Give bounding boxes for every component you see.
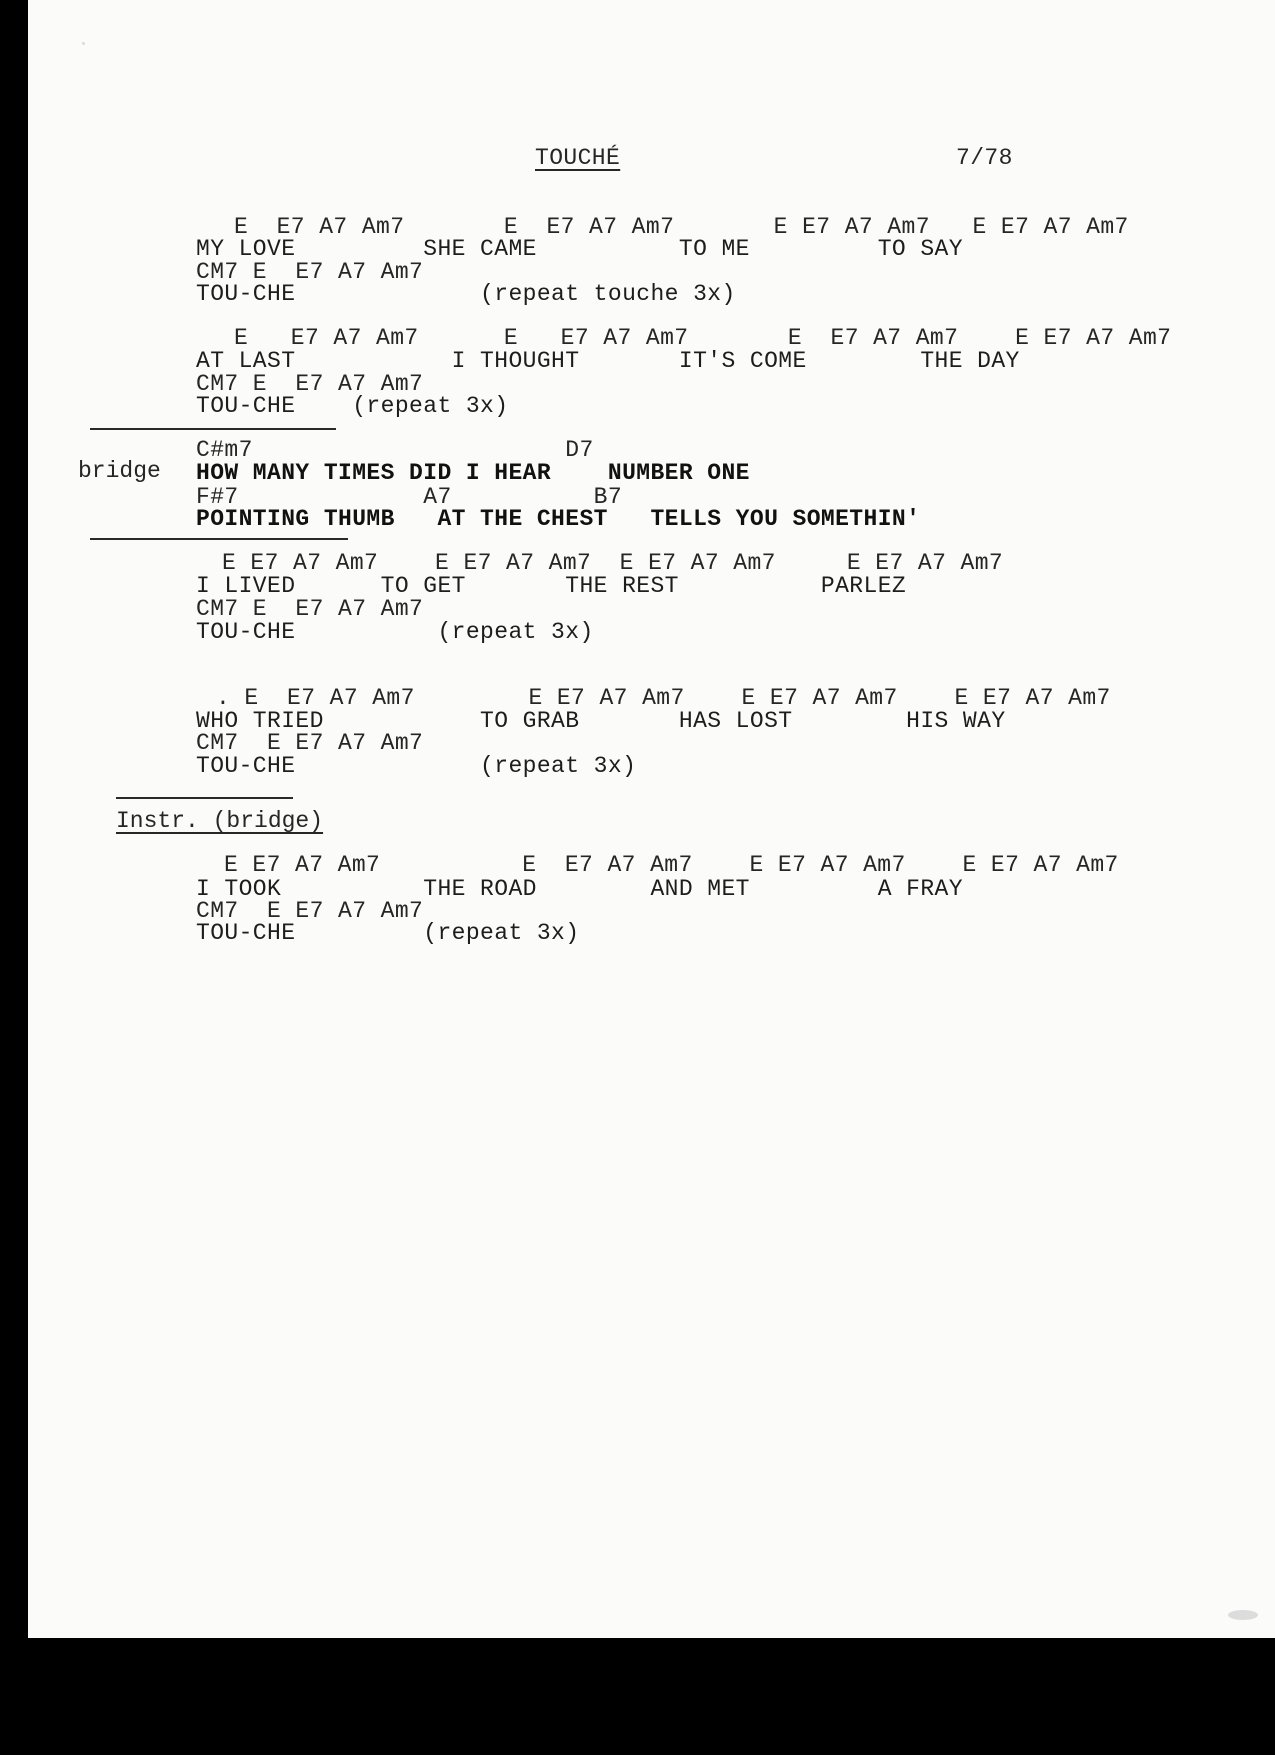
paper-speck — [82, 42, 85, 45]
typed-page — [28, 0, 1275, 1638]
lyric-line: AT LAST I THOUGHT IT'S COME THE DAY — [196, 348, 1020, 374]
chord-line: F#7 A7 B7 — [196, 484, 623, 510]
lyric-line: HOW MANY TIMES DID I HEAR NUMBER ONE — [196, 460, 750, 486]
lyric-line: MY LOVE SHE CAME TO ME TO SAY — [196, 236, 963, 262]
date-stamp: 7/78 — [956, 145, 1013, 171]
lyric-line: POINTING THUMB AT THE CHEST TELLS YOU SOMETHIN' — [196, 506, 921, 532]
chord-line: E E7 A7 Am7 E E7 A7 Am7 E E7 A7 Am7 E E7 A7 Am7 — [222, 550, 1004, 576]
lyric-line: TOU-CHE (repeat touche 3x) — [196, 281, 736, 307]
bridge-label: bridge — [78, 458, 161, 484]
lyric-line: TOU-CHE (repeat 3x) — [196, 393, 509, 419]
chord-line: E E7 A7 Am7 E E7 A7 Am7 E E7 A7 Am7 E E7 A7 Am7 — [234, 214, 1129, 240]
chord-line: CM7 E E7 A7 Am7 — [196, 730, 424, 756]
section-divider — [90, 428, 336, 430]
lyric-line: TOU-CHE (repeat 3x) — [196, 920, 580, 946]
chord-line: CM7 E E7 A7 Am7 — [196, 898, 424, 924]
chord-line: C#m7 D7 — [196, 437, 594, 463]
lyric-line: WHO TRIED TO GRAB HAS LOST HIS WAY — [196, 708, 1006, 734]
lyric-line: TOU-CHE (repeat 3x) — [196, 619, 594, 645]
chord-line: CM7 E E7 A7 Am7 — [196, 371, 424, 397]
chord-line: CM7 E E7 A7 Am7 — [196, 596, 424, 622]
paper-speck — [1228, 1610, 1258, 1620]
section-divider — [90, 538, 348, 540]
instrumental-label: Instr. (bridge) — [116, 808, 324, 834]
lyric-line: TOU-CHE (repeat 3x) — [196, 753, 637, 779]
chord-line: CM7 E E7 A7 Am7 — [196, 259, 424, 285]
lyric-line: I LIVED TO GET THE REST PARLEZ — [196, 573, 907, 599]
chord-line: E E7 A7 Am7 E E7 A7 Am7 E E7 A7 Am7 E E7 A7 Am7 — [234, 325, 1172, 351]
chord-line: E E7 A7 Am7 E E7 A7 Am7 E E7 A7 Am7 E E7 A7 Am7 — [224, 852, 1119, 878]
chord-line: . E E7 A7 Am7 E E7 A7 Am7 E E7 A7 Am7 E E7 A7 Am7 — [216, 685, 1111, 711]
lyric-line: I TOOK THE ROAD AND MET A FRAY — [196, 876, 963, 902]
section-divider — [116, 797, 293, 799]
song-title: TOUCHÉ — [535, 145, 621, 171]
